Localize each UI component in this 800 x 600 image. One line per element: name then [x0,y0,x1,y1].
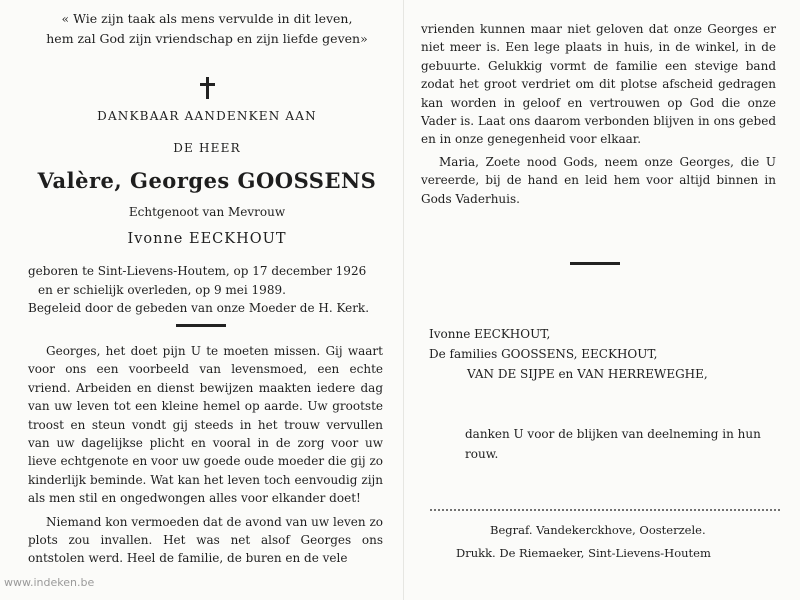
death-line: en er schielijk overleden, op 9 mei 1989. [38,282,286,297]
divider [570,262,620,265]
verse-line: « Wie zijn taak als mens vervulde in dit leven, [61,11,353,26]
funeral-home: Begraf. Vandekerckhove, Oosterzele. [490,523,706,537]
prayer-paragraph: Maria, Zoete nood Gods, neem onze Georges, die U vereerde, bij de hand en leid hem voor altijd binnen in Gods Vaderhuis. [421,154,776,206]
eulogy-continued [421,20,776,212]
family-line: Ivonne EECKHOUT, [429,327,551,341]
right-page [413,0,783,600]
birth-line: geboren te Sint-Lievens-Houtem, op 17 december 1926 [28,264,367,278]
deceased-name: Valère, Georges GOOSSENS [37,168,377,193]
dotted-divider [429,509,781,511]
watermark: www.indeken.be [4,576,95,589]
eulogy-paragraph: Niemand kon vermoeden dat de avond van uw leven zo plots zou invallen. Het was net alsof Georges ons ontstolen werd. Heel de familie, de buren en de vele [28,514,383,566]
opening-verse [18,9,396,49]
eulogy-paragraph: Georges, het doet pijn U te moeten missen. Gij waart voor ons een voorbeeld van levensmoed, een echte vriend. Arbeiden en dienst bewijzen maakten iedere dag van uw leven tot een kleine hemel op aarde. Uw grootste troost en steun vondt gij steeds in het trouw vervullen van uw dagelijkse plicht en vooral in de zorg voor uw lieve echtgenote en voor uw goede oude moeder die gij zo kinderlijk beminde. Wat kan het leven toch eenvoudig zijn als men stil en ongedwongen alles voor elkander doet! [28,344,383,506]
left-page [18,0,396,600]
eulogy-text [28,342,383,573]
family-line: De families GOOSSENS, EECKHOUT, [429,347,658,361]
title-line: DE HEER [173,141,241,155]
memory-heading: DANKBAAR AANDENKEN AAN [97,109,317,123]
divider [176,324,226,327]
family-line: VAN DE SIJPE en VAN HERREWEGHE, [467,367,708,381]
thanks-text: danken U voor de blijken van deelneming in hun rouw. [465,427,761,461]
spouse-name: Ivonne EECKHOUT [127,231,287,247]
family-names [429,324,779,384]
church-line: Begeleid door de gebeden van onze Moeder de H. Kerk. [28,301,370,315]
card-fold [403,0,404,600]
eulogy-paragraph: vrienden kunnen maar niet geloven dat onze Georges er niet meer is. Een lege plaats in huis, in de winkel, in de gebuurte. Gelukkig vormt de familie een stevige band zodat het groot verdriet om dit plotse afscheid gedragen kan worden in geloof en vertrouwen op God die onze Vader is. Laat ons daarom verbonden blijven in ons gebed en in onze genegenheid voor elkaar. [421,22,776,147]
verse-line: hem zal God zijn vriendschap en zijn liefde geven» [46,31,368,46]
life-dates [28,262,390,318]
cross-icon [198,77,218,99]
printer-credit: Drukk. De Riemaeker, Sint-Lievens-Houtem [456,546,711,560]
spouse-label: Echtgenoot van Mevrouw [128,205,286,219]
